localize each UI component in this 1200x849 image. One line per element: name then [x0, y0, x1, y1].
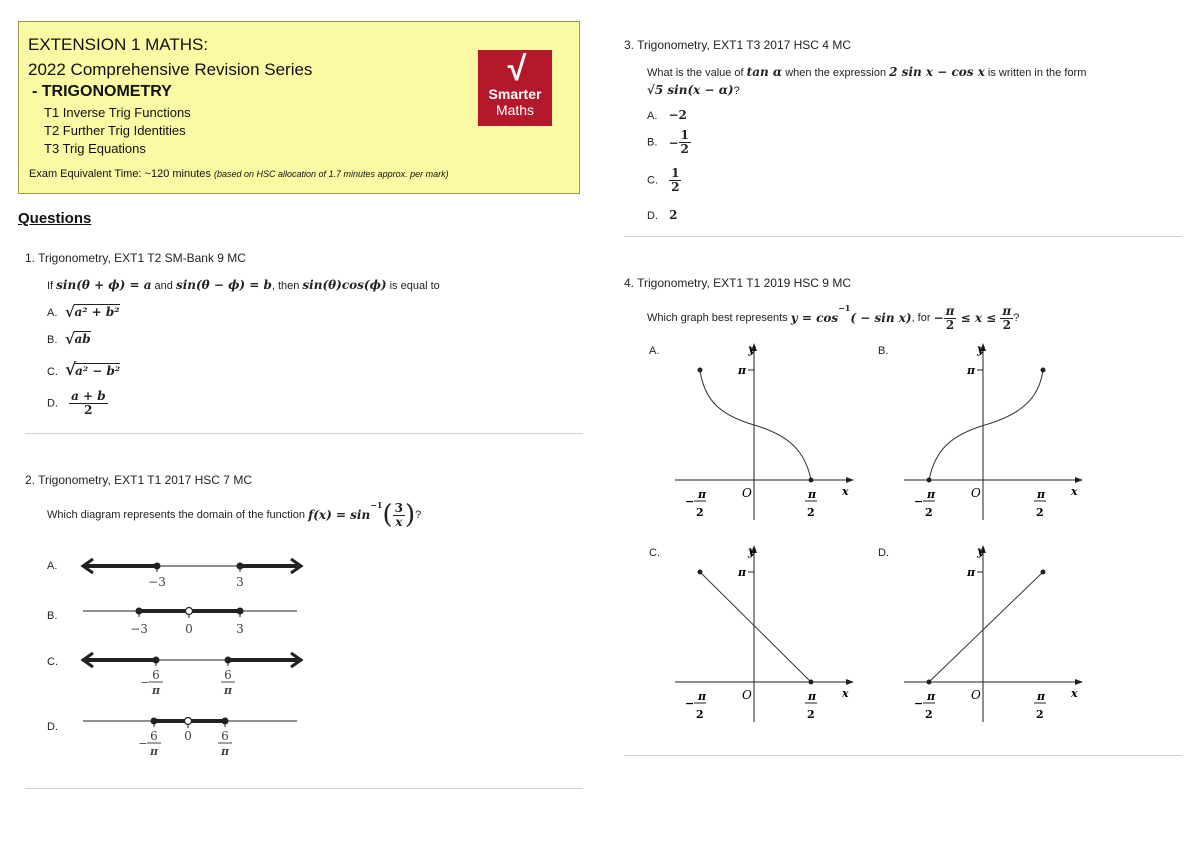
number-line-a[interactable]: [83, 559, 301, 589]
q3-expr: 2 sin x − cos x: [889, 65, 985, 79]
q3-stem-text: What is the value of: [647, 67, 747, 79]
q3-option-b[interactable]: [647, 129, 691, 156]
q3-option-a[interactable]: [647, 108, 687, 122]
q4-stem-mid: , for: [911, 312, 934, 325]
questions-heading: Questions: [18, 210, 92, 227]
q1-option-b[interactable]: B. ab √: [47, 330, 91, 348]
q2-stem: Which diagram represents the domain of the function $f(x) = \sin^{-1}$( $\frac{3}{x}$ )?: [47, 500, 422, 531]
axis-x-label: x: [1071, 687, 1078, 700]
q4-two: 2: [945, 317, 955, 332]
logo-text-smarter: Smarter: [488, 86, 542, 102]
q2-frac-num: 3: [394, 500, 404, 515]
axis-y-label: y: [748, 544, 755, 558]
tick-pi: π: [967, 566, 976, 579]
topic-item: T1 Inverse Trig Functions: [44, 105, 191, 120]
tick-pi: π: [808, 690, 817, 703]
q1-option-c-expr: a² − b²: [75, 364, 121, 378]
tick-two: 2: [925, 708, 933, 721]
option-label: D.: [47, 397, 58, 410]
divider: [624, 755, 1182, 756]
tick-label: −3: [130, 622, 148, 636]
tick-pi: π: [927, 488, 936, 501]
tick-den: π: [151, 684, 161, 697]
q3-option-a-value: −2: [668, 108, 687, 122]
q3-option-c-num: 1: [671, 166, 680, 180]
tick-num: 6: [224, 668, 232, 682]
q1-option-a-expr: a² + b²: [74, 305, 120, 319]
tick-pi: π: [738, 566, 747, 579]
q4-minus: −: [933, 311, 944, 326]
q2-func: f(x) = sin: [308, 508, 371, 523]
tick-two: 2: [807, 708, 815, 721]
tick-pi: π: [808, 488, 817, 501]
tick-minus: −: [140, 676, 150, 689]
tick-minus: −: [138, 737, 148, 750]
tick-den: π: [223, 684, 233, 697]
tick-label: 0: [185, 622, 193, 636]
q1-option-d[interactable]: [47, 390, 108, 417]
axis-y-label: y: [748, 342, 755, 356]
q1-option-d-num: a + b: [71, 389, 106, 403]
tick-two: 2: [696, 708, 704, 721]
q4-two: 2: [1002, 317, 1011, 332]
tick-label: 3: [236, 575, 244, 589]
q1-stem: [47, 278, 440, 292]
tick-two: 2: [807, 506, 815, 519]
q1-stem-text: If: [47, 280, 57, 292]
divider: [25, 788, 583, 789]
axis-y-label: y: [977, 544, 984, 558]
q4-graph-b-label[interactable]: B.: [878, 345, 889, 357]
tick-den: π: [220, 745, 230, 758]
tick-minus: −: [914, 697, 924, 710]
topic-item: T3 Trig Equations: [44, 141, 146, 156]
q2-stem-text: Which diagram represents the domain of the function: [47, 509, 309, 522]
tick-label: 0: [184, 729, 192, 743]
q3-stem-mid: when the expression: [782, 67, 890, 79]
tick-num: 6: [221, 729, 229, 743]
q3-option-c-den: 2: [671, 180, 680, 194]
exam-time-note: (based on HSC allocation of 1.7 minutes approx. per mark): [213, 169, 449, 179]
origin-label: O: [971, 688, 981, 702]
q2-option-d-label[interactable]: D.: [47, 721, 58, 733]
tick-pi: π: [698, 488, 707, 501]
q1-title: 1. Trigonometry, EXT1 T2 SM-Bank 9 MC: [25, 251, 246, 265]
q1-and: and: [151, 280, 176, 292]
tick-num: 6: [152, 668, 160, 682]
tick-label: −3: [148, 575, 166, 589]
tick-two: 2: [1036, 708, 1044, 721]
q3-option-b-den: 2: [680, 142, 689, 156]
q4-title: 4. Trigonometry, EXT1 T1 2019 HSC 9 MC: [624, 276, 851, 290]
tick-two: 2: [925, 506, 933, 519]
q3-qmark: ?: [733, 85, 740, 97]
q4-eq: y = cos: [790, 311, 839, 326]
tick-pi: π: [698, 690, 707, 703]
q1-option-a[interactable]: A. a² + b² √: [47, 303, 120, 321]
tick-two: 2: [1036, 506, 1044, 519]
tick-pi: π: [967, 364, 976, 377]
origin-label: O: [742, 486, 752, 500]
q2-number-lines: [75, 548, 315, 768]
logo-check-icon: √: [505, 50, 525, 88]
tick-pi: π: [1037, 488, 1046, 501]
q2-option-c-label[interactable]: C.: [47, 656, 58, 668]
q1-eq2: sin(θ − ϕ) = b: [175, 278, 272, 292]
tick-pi: π: [738, 364, 747, 377]
q3-title: 3. Trigonometry, EXT1 T3 2017 HSC 4 MC: [624, 38, 851, 52]
option-label: A.: [47, 307, 58, 319]
q4-graph-a[interactable]: [660, 340, 860, 525]
q3-option-b-num: 1: [680, 128, 689, 142]
q3-form: √5 sin(x − α): [647, 83, 734, 97]
number-line-b[interactable]: [83, 608, 297, 637]
q2-option-b-label[interactable]: B.: [47, 610, 58, 622]
tick-pi: π: [927, 690, 936, 703]
logo-text-maths: Maths: [495, 102, 535, 118]
option-label: B.: [47, 334, 58, 346]
q2-option-a-label[interactable]: A.: [47, 560, 58, 572]
smarter-maths-logo: [478, 50, 552, 126]
q1-eq3: sin(θ)cos(ϕ): [302, 278, 387, 292]
axis-x-label: x: [1071, 485, 1078, 498]
q4-qmark: ?: [1013, 312, 1020, 325]
q4-graph-c-label[interactable]: C.: [649, 547, 660, 559]
q3-option-d[interactable]: [647, 208, 677, 222]
q4-eq-tail: ( − sin x): [850, 311, 912, 326]
q3-stem: [647, 65, 1086, 79]
q4-graph-c[interactable]: [660, 542, 860, 727]
q1-stem-end: is equal to: [386, 280, 440, 292]
q1-eq1: sin(θ + ϕ) = a: [56, 278, 152, 292]
q2-qmark: ?: [415, 509, 422, 522]
q3-stem-end: is written in the form: [984, 67, 1087, 79]
q3-option-b-sign: −: [668, 135, 679, 150]
header-title-line1: EXTENSION 1 MATHS:: [28, 35, 209, 54]
number-line-c[interactable]: [83, 653, 301, 697]
tick-pi: π: [1037, 690, 1046, 703]
q4-stem: [647, 303, 1019, 332]
q1-option-c[interactable]: C. a² − b² √: [47, 360, 121, 380]
option-label: C.: [647, 174, 658, 187]
q4-graph-d-label[interactable]: D.: [878, 547, 889, 559]
q3-form-line: [647, 83, 740, 97]
q2-frac-den: x: [395, 514, 403, 529]
q4-graph-a-label[interactable]: A.: [649, 345, 660, 357]
q1-option-b-expr: ab: [74, 332, 91, 346]
tick-minus: −: [914, 495, 924, 508]
q3-option-c[interactable]: [647, 167, 681, 194]
origin-label: O: [742, 688, 752, 702]
option-label: A.: [647, 110, 658, 122]
header-title-line2: 2022 Comprehensive Revision Series: [28, 60, 313, 79]
tick-den: π: [149, 745, 159, 758]
header-title-line3: - TRIGONOMETRY: [32, 83, 172, 100]
exam-time: [29, 168, 449, 180]
q4-stem-text: Which graph best represents: [647, 312, 791, 325]
tick-minus: −: [685, 495, 695, 508]
axis-x-label: x: [842, 687, 849, 700]
divider: [624, 236, 1182, 237]
q4-pi: π: [1002, 303, 1012, 318]
q4-graph-d[interactable]: [889, 542, 1089, 727]
axis-x-label: x: [842, 485, 849, 498]
tick-minus: −: [685, 697, 695, 710]
q3-option-d-value: 2: [669, 208, 678, 222]
exam-time-label: Exam Equivalent Time: ~120 minutes: [29, 168, 214, 180]
q4-power: −1: [838, 303, 851, 313]
q1-option-d-den: 2: [84, 403, 93, 417]
origin-label: O: [971, 486, 981, 500]
q4-ineq: ≤ x ≤: [956, 311, 1001, 326]
divider: [25, 433, 583, 434]
q2-title: 2. Trigonometry, EXT1 T1 2017 HSC 7 MC: [25, 473, 252, 487]
number-line-d[interactable]: [83, 718, 297, 759]
q3-tan: tan α: [746, 65, 783, 79]
q4-pi: π: [945, 303, 955, 318]
tick-num: 6: [150, 729, 158, 743]
tick-two: 2: [696, 506, 704, 519]
option-label: D.: [647, 210, 658, 222]
axis-y-label: y: [977, 342, 984, 356]
q2-power: −1: [370, 500, 383, 510]
q4-graph-b[interactable]: [889, 340, 1089, 525]
tick-label: 3: [236, 622, 244, 636]
topic-item: T2 Further Trig Identities: [44, 123, 186, 138]
option-label: B.: [647, 136, 658, 149]
q1-then: , then: [271, 280, 303, 292]
option-label: C.: [47, 366, 58, 378]
